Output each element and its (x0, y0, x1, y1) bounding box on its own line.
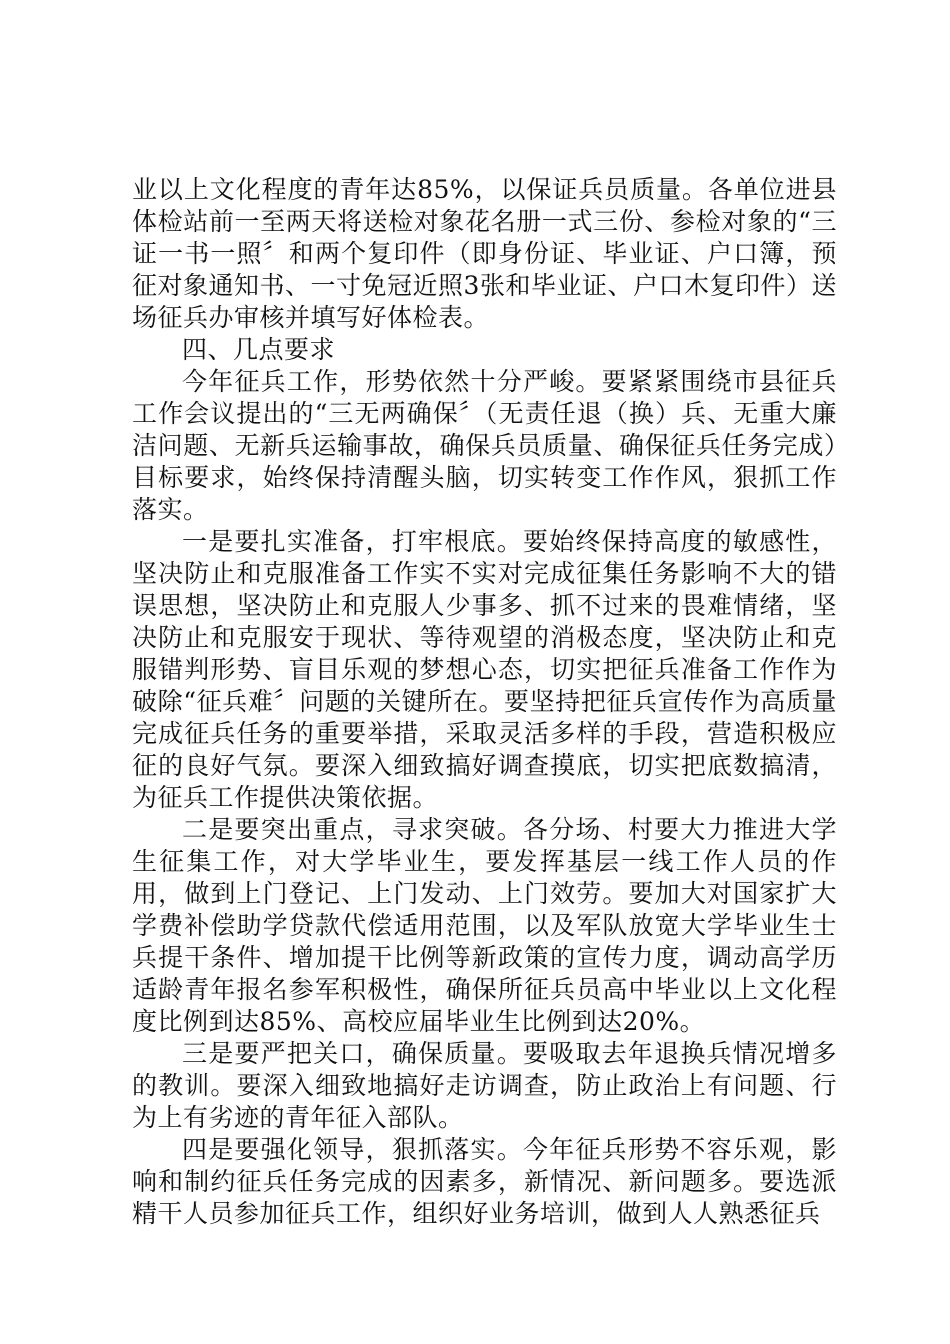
paragraph: 四是要强化领导，狠抓落实。今年征兵形势不容乐观，影响和制约征兵任务完成的因素多，新情况、新问题多。要选派精干人员参加征兵工作，组织好业务培训，做到人人熟悉征兵 (132, 1135, 837, 1228)
document-body (132, 174, 837, 1230)
paragraph: 二是要突出重点，寻求突破。各分场、村要大力推进大学生征集工作，对大学毕业生，要发挥基层一线工作人员的作用，做到上门登记、上门发动、上门效劳。要加大对国家扩大学费补偿助学贷款代偿适用范围，以及军队放宽大学毕业生士兵提干条件、增加提干比例等新政策的宣传力度，调动高学历适龄青年报名参军积极性，确保所征兵员高中毕业以上文化程度比例到达85%、高校应届毕业生比例到达20%。 (132, 815, 837, 1036)
paragraph: 一是要扎实准备，打牢根底。要始终保持高度的敏感性，坚决防止和克服准备工作实不实对完成征集任务影响不大的错误思想，坚决防止和克服人少事多、抓不过来的畏难情绪，坚决防止和克服安于现状、等待观望的消极态度，坚决防止和克服错判形势、盲目乐观的梦想心态，切实把征兵准备工作作为破除“征兵难〞问题的关键所在。要坚持把征兵宣传作为高质量完成征兵任务的重要举措，采取灵活多样的手段，营造积极应征的良好气氛。要深入细致搞好调查摸底，切实把底数搞清，为征兵工作提供决策依据。 (132, 527, 837, 812)
paragraph-continuation: 业以上文化程度的青年达85%，以保证兵员质量。各单位进县体检站前一至两天将送检对象花名册一式三份、参检对象的“三证一书一照〞和两个复印件（即身份证、毕业证、户口簿，预征对象通知书、一寸免冠近照3张和毕业证、户口木复印件）送场征兵办审核并填写好体检表。 (132, 175, 837, 332)
paragraph: 三是要严把关口，确保质量。要吸取去年退换兵情况增多的教训。要深入细致地搞好走访调查，防止政治上有问题、行为上有劣迹的青年征入部队。 (132, 1039, 837, 1132)
paragraph: 今年征兵工作，形势依然十分严峻。要紧紧围绕市县征兵工作会议提出的“三无两确保〞（无责任退（换）兵、无重大廉洁问题、无新兵运输事故，确保兵员质量、确保征兵任务完成）目标要求，始终保持清醒头脑，切实转变工作作风，狠抓工作落实。 (132, 367, 837, 524)
section-heading: 四、几点要求 (182, 335, 336, 364)
